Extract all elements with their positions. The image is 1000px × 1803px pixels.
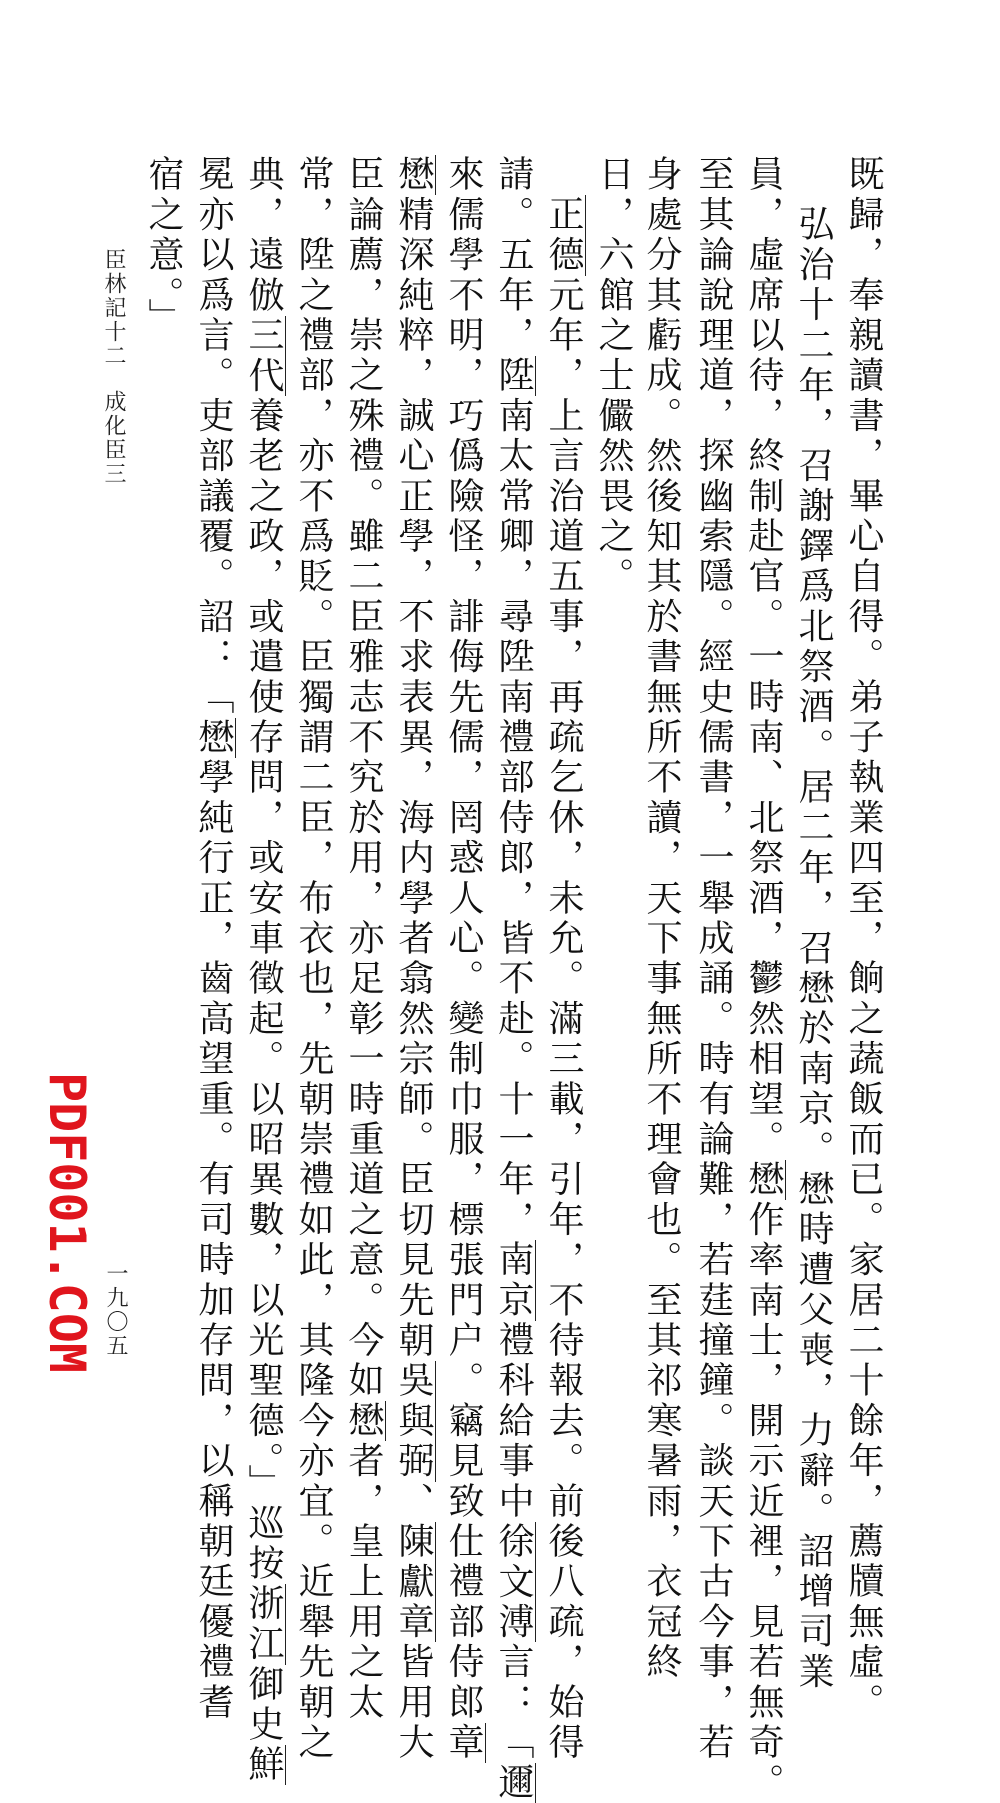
text-run: 者，皇上用之太 — [343, 1441, 384, 1723]
text-run: 身處分其虧成。然後知其於書無所不讀，天下事無所不理會也。至其祁寒暑雨，衣冠終 — [641, 155, 682, 1683]
proper-name: 徐文溥 — [493, 1521, 534, 1643]
proper-name: 陳獻章 — [393, 1521, 434, 1643]
proper-name: 懋 — [743, 1160, 784, 1201]
text-run: 學純行正，齒高望重。有司時加存問，以稱朝廷優禮耆 — [193, 758, 234, 1723]
text-run: 亦以爲言。吏部議覆。詔：「 — [193, 195, 234, 718]
proper-name: 懋 — [193, 717, 234, 759]
text-run: 典，遠倣 — [243, 155, 284, 316]
text-run: 宿之意。」 — [143, 155, 184, 338]
text-column-14 — [190, 155, 236, 1723]
text-run: 養老之政，或遣使存問，或安車徵起。以昭異數，以光聖德。」巡按 — [243, 396, 284, 1585]
text-run: 員，虛席以待，終制赴官。一時南、北祭酒，鬱然相望。 — [743, 155, 784, 1160]
text-column-3 — [740, 155, 786, 1803]
text-run: 常，陞之禮部，亦不爲貶。臣獨謂二臣，布衣也，先朝崇禮如此，其隆今亦宜。近舉先朝之 — [293, 155, 334, 1763]
proper-name: 懋 — [343, 1401, 384, 1442]
proper-name: 邇 — [493, 1763, 534, 1803]
book-title: 臣林記十二 — [101, 248, 126, 368]
text-run: 請。五年， — [493, 155, 534, 356]
text-column-1: 既歸，奉親讀書，畢心自得。弟子執業四至，餉之蔬飯而已。家居二十餘年，薦牘無虛。 — [843, 155, 884, 1723]
text-column-15 — [140, 155, 186, 338]
text-column-4 — [690, 155, 736, 1763]
proper-name: 陞 — [493, 356, 534, 397]
text-run: 言：「 — [493, 1642, 534, 1764]
text-run: 日，六館之士儼然畏之。 — [593, 155, 634, 598]
text-run: 作率南士，開示近裡，見若無奇。 — [743, 1200, 784, 1803]
proper-name: 三代 — [243, 315, 284, 397]
watermark: PDF001.COM — [38, 1072, 96, 1374]
text-run: 南太常卿，尋陞南禮部侍郎，皆不赴。十一年， — [493, 396, 534, 1241]
text-run: 元年，上言治道五事，再疏乞休，未允。滿三載，引年，不待報去。前後八疏，始得 — [543, 275, 584, 1764]
page-number: 一九〇五 — [103, 1262, 128, 1358]
proper-name: 吳與弼 — [393, 1361, 434, 1482]
text-run: 、 — [393, 1481, 434, 1522]
text-column-10 — [390, 155, 436, 1763]
text-run — [543, 155, 584, 195]
text-column-2: 弘治十二年，召謝鐸爲北祭酒。居二年，召懋於南京。懋時遭父喪，力辭。詔增司業 — [793, 205, 834, 1693]
proper-name: 南京 — [493, 1240, 534, 1321]
proper-name: 鮮 — [243, 1745, 284, 1786]
text-run: 精深純粹，誠心正學，不求表異，海内學者翕然宗師。臣切見先朝 — [393, 195, 434, 1362]
text-column-6 — [590, 155, 636, 597]
text-run: 至其論說理道，探幽索隱。經史儒書，一舉成誦。時有論難，若莛撞鐘。談天下古今事，若 — [693, 155, 734, 1763]
proper-name: 正德 — [543, 195, 584, 276]
text-column-13 — [240, 155, 286, 1785]
proper-name: 懋 — [393, 155, 434, 196]
text-column-12 — [290, 155, 336, 1763]
section-title: 成化臣三 — [101, 390, 126, 486]
text-run: 皆用大 — [393, 1642, 434, 1764]
proper-name: 浙江 — [243, 1584, 284, 1665]
text-run: 御史 — [243, 1664, 284, 1746]
text-column-9 — [440, 155, 486, 1763]
text-run: 來儒學不明，巧僞險怪，誹侮先儒，罔惑人心。變制巾服，標張門户。竊見致仕禮部侍郎 — [443, 155, 484, 1723]
text-column-7 — [540, 155, 586, 1763]
text-column-5 — [638, 155, 684, 1683]
running-header — [100, 248, 126, 486]
text-run: 臣論薦，崇之殊禮。雖二臣雅志不究於用，亦足彰一時重道之意。今如 — [343, 155, 384, 1402]
text-column-11 — [340, 155, 386, 1723]
text-run: 冕 — [193, 155, 234, 196]
proper-name: 章 — [443, 1722, 484, 1764]
text-column-8 — [490, 155, 536, 1803]
text-run: 禮科給事中 — [493, 1320, 534, 1522]
